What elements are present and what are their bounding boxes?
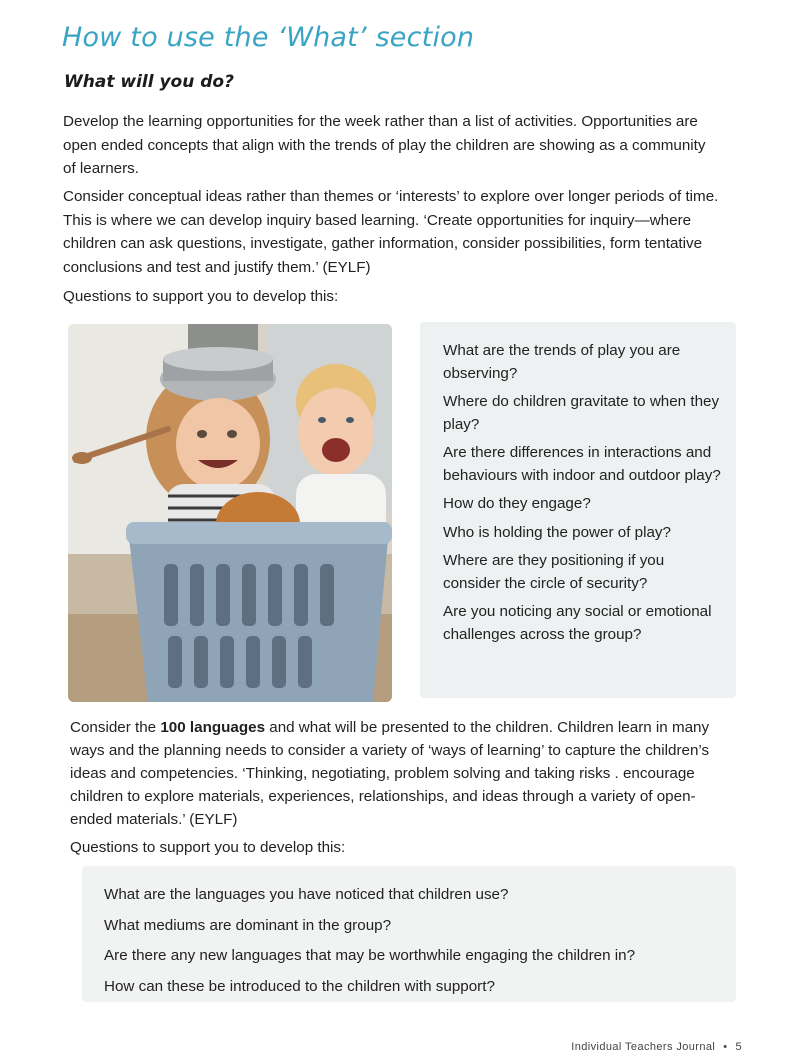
questions-list-2	[104, 884, 724, 1006]
children-in-basket-illustration	[68, 324, 392, 702]
questions-list-1	[443, 340, 723, 652]
list-item: What are the trends of play you are observing?	[443, 342, 681, 382]
list-item: Who is holding the power of play?	[443, 523, 671, 541]
list-item: Where are they positioning if you consider the circle of security?	[443, 552, 665, 592]
languages-text-after: and what will be presented to the children. Children learn in many ways and the planning needs to consider a variety of ‘ways of learning’ to capture the children’s ideas and competencies. ‘Thinking, negotiating, problem solving and taking risks . encourage children to explore materials, experiences, relationships, and ideas through a variety of open-ended materials.’ (EYLF)	[70, 719, 710, 828]
list-item: Are you noticing any social or emotional challenges across the group?	[443, 603, 712, 643]
list-item: Are there differences in interactions and behaviours with indoor and outdoor play?	[443, 444, 721, 484]
intro-paragraph-1: Develop the learning opportunities for the week rather than a list of activities. Opportunities are open ended concepts that align with the trends of play the children are showing as a community of learners.	[63, 113, 706, 177]
list-item: Where do children gravitate to when they play?	[443, 393, 720, 433]
list-item: What mediums are dominant in the group?	[104, 916, 392, 934]
list-item: How can these be introduced to the children with support?	[104, 977, 495, 995]
list-item: What are the languages you have noticed that children use?	[104, 886, 509, 903]
journal-name: Individual Teachers Journal	[571, 1041, 716, 1053]
page-title: How to use the ‘What’ section	[62, 22, 475, 53]
languages-highlight: 100 languages	[160, 719, 266, 736]
languages-paragraph	[70, 716, 730, 831]
list-item: How do they engage?	[443, 495, 591, 512]
questions-lead-1: Questions to support you to develop this:	[63, 288, 339, 305]
list-item: Are there any new languages that may be worthwhile engaging the children in?	[104, 947, 636, 965]
languages-text-before: Consider the	[70, 719, 161, 736]
intro-paragraph-2: Consider conceptual ideas rather than themes or ‘interests’ to explore over longer periods of time. This is where we can develop inquiry based learning. ‘Create opportunities for inquiry—where children can ask questions, investigate, gather information, consider possibilities, form tentative conclusions and test and justify them.’ (EYLF)	[63, 188, 719, 276]
page-footer	[571, 1041, 742, 1053]
section-subtitle: What will you do?	[64, 72, 234, 92]
children-photo	[68, 324, 392, 702]
footer-separator: •	[723, 1041, 728, 1053]
page-number: 5	[735, 1041, 742, 1053]
questions-lead-2: Questions to support you to develop this:	[70, 839, 346, 856]
